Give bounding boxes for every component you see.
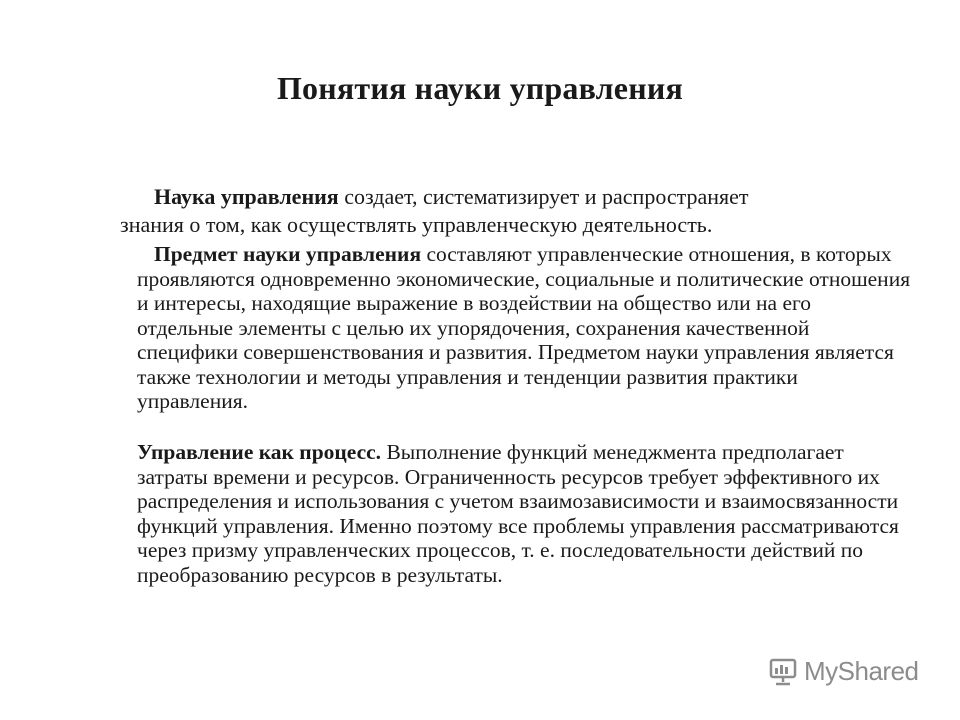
watermark-text: MyShared: [804, 656, 919, 686]
term-subject-of-science: Предмет науки управления: [154, 242, 422, 266]
term-science-of-management: Наука управления: [154, 184, 339, 209]
paragraph-text: знания о том, как осуществлять управленческую деятельность.: [120, 212, 713, 237]
term-management-as-process: Управление как процесс.: [137, 440, 382, 464]
paragraph-text: составляют управленческие отношения, в которых проявляются одновременно экономические, социальные и политические отношения и интересы, находящие выражение в воздействии на общество или на его отдельные элементы с целью их упорядочения, сохранения качественной специфики совершенствования и развития. Предметом науки управления является также технологии и методы управления и тенденции развития практики управления.: [137, 242, 911, 413]
paragraph-line: [137, 183, 917, 211]
presentation-board-icon: [768, 657, 798, 687]
paragraph-text: Выполнение функций менеджмента предполагает затраты времени и ресурсов. Ограниченность ресурсов требует эффективного их распределения и использования с учетом взаимозависимости и взаимосвязанности функций управления. Именно поэтому все проблемы управления рассматриваются через призму управленческих процессов, т. е. последовательности действий по преобразованию ресурсов в результаты.: [137, 440, 899, 587]
watermark-logo: [768, 656, 919, 687]
page-title: Понятия науки управления: [276, 70, 684, 106]
paragraph-science-definition: [120, 183, 917, 239]
paragraph-subject: [137, 242, 912, 414]
paragraph-text: создает, систематизирует и распространяет: [338, 184, 749, 209]
paragraph-process: [137, 440, 912, 587]
